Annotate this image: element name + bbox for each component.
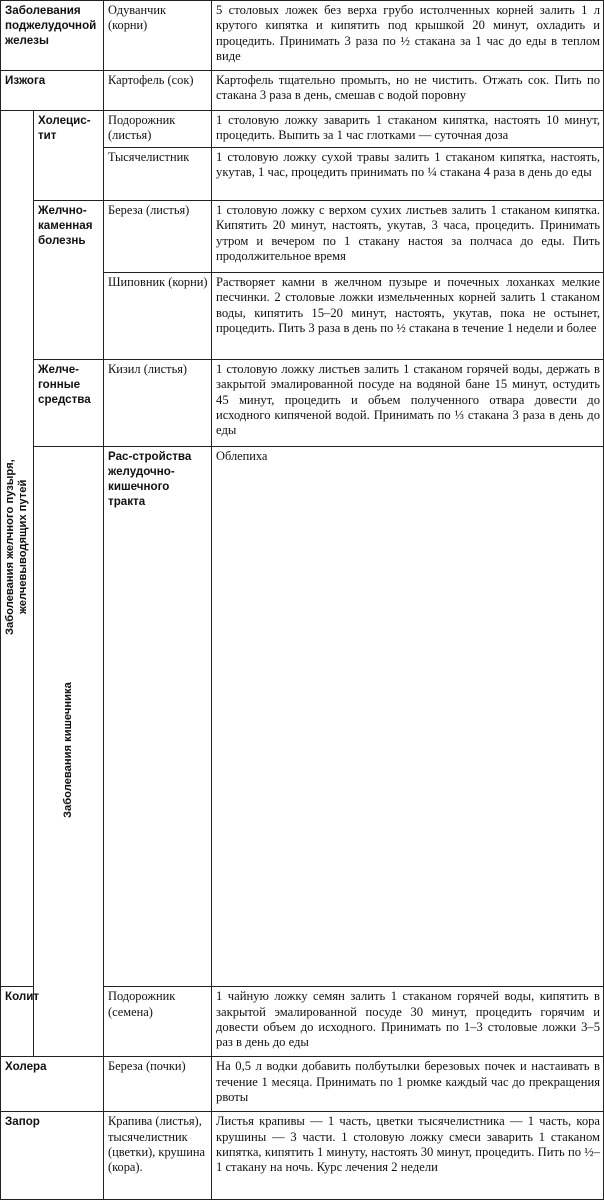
table-row: [1, 1112, 604, 1200]
recipe-cell: Растворяет камни в желчном пузыре и почечных лоханках мелкие песчинки. 2 столовые ложки измельченных корней залить 1 стаканом воды, кипятить 15–20 минут, настоять, укутав, пока не остынет, процедить. Пить 3 раза в день по ½ стакана в течение 1 недели и более: [212, 273, 604, 360]
disease-cell: Холецис-тит: [34, 111, 104, 201]
plant-cell: Картофель (сок): [104, 71, 212, 111]
table-row: [1, 201, 604, 273]
group-label: Заболевания кишечника: [62, 681, 74, 818]
table-row: [1, 1, 604, 71]
group-cell: [1, 111, 34, 987]
disease-cell: Изжога: [1, 71, 104, 111]
table-row: [1, 71, 604, 111]
group-cell: [34, 447, 104, 1057]
plant-cell: Кизил (листья): [104, 360, 212, 447]
recipe-cell: Картофель тщательно промыть, но не чистить. Отжать сок. Пить по стакана 3 раза в день, смешав с водой поровну: [212, 71, 604, 111]
recipe-cell: 5 столовых ложек без верха грубо истолченных корней залить 1 л крутого кипятка и кипятить под крышкой 20 минут, охладить и процедить. Принимать 3 раза по ½ стакана за 1 час до еды в теплом виде: [212, 1, 604, 71]
disease-cell: Колит: [1, 987, 34, 1057]
group-label: Заболевания желчного пузыря, желчевыводящих путей: [4, 458, 29, 635]
table-row: [1, 111, 604, 148]
recipe-cell: 1 столовую ложку с верхом сухих листьев залить 1 стаканом кипятка. Кипятить 20 минут, настоять, укутав, 3 часа, процедить. Принимать утром и вечером по 1 стакану настоя за полчаса до еды. Пить продолжительное время: [212, 201, 604, 273]
plant-cell: Подорожник (листья): [104, 111, 212, 148]
plant-cell: Шиповник (корни): [104, 273, 212, 360]
plant-cell: Одуванчик (корни): [104, 1, 212, 71]
plant-cell: Облепиха: [212, 447, 604, 987]
disease-cell: Рас-стройства желудочно-кишечного тракта: [104, 447, 212, 987]
recipe-cell: 1 столовую ложку сухой травы залить 1 стаканом кипятка, настоять, укутав, 1 час, процедить принимать по ¼ стакана 4 раза в день до еды: [212, 148, 604, 201]
disease-cell: Желче-гонные средства: [34, 360, 104, 447]
plant-cell: Крапива (листья), тысячелистник (цветки), крушина (кора).: [104, 1112, 212, 1200]
plant-cell: Береза (почки): [104, 1057, 212, 1112]
recipe-cell: На 0,5 л водки добавить полбутылки березовых почек и настаивать в течение 1 месяца. Принимать по 1 рюмке каждый час до прекращения рвоты: [212, 1057, 604, 1112]
recipe-cell: Листья крапивы — 1 часть, цветки тысячелистника — 1 часть, кора крушины — 3 части. 1 столовую ложку смеси заварить 1 стаканом кипятка, кипятить 1 минуту, настоять 30 минут, процедить. Пить по ½–1 стакану на ночь. Курс лечения 2 недели: [212, 1112, 604, 1200]
plant-cell: Подорожник (семена): [104, 987, 212, 1057]
recipe-cell: 1 столовую ложку листьев залить 1 стаканом горячей воды, держать в закрытой эмалированной посуде на водяной бане 15 минут, остудить 45 минут, процедить и объем полученного отвара довести до исходного кипяченой водой. Принимать по ⅓ стакана 3 раза в день до еды: [212, 360, 604, 447]
disease-cell: Холера: [1, 1057, 104, 1112]
table-row: [1, 360, 604, 447]
recipe-cell: 1 столовую ложку заварить 1 стаканом кипятка, настоять 10 минут, процедить. Выпить за 1 час глотками — суточная доза: [212, 111, 604, 148]
disease-cell: Желчно-каменная болезнь: [34, 201, 104, 360]
plant-cell: Тысячелистник: [104, 148, 212, 201]
recipe-cell: 1 чайную ложку семян залить 1 стаканом горячей воды, кипятить в закрытой эмалированной посуде 30 минут, процедить горячим и довести объем до исходного. Принимать по 1–3 столовые ложки 3–5 раз в день до еды: [212, 987, 604, 1057]
disease-cell: Заболевания поджелудочной железы: [1, 1, 104, 71]
disease-cell: Запор: [1, 1112, 104, 1200]
table-row: [1, 1057, 604, 1112]
table-row: [1, 447, 604, 987]
plant-cell: Береза (листья): [104, 201, 212, 273]
